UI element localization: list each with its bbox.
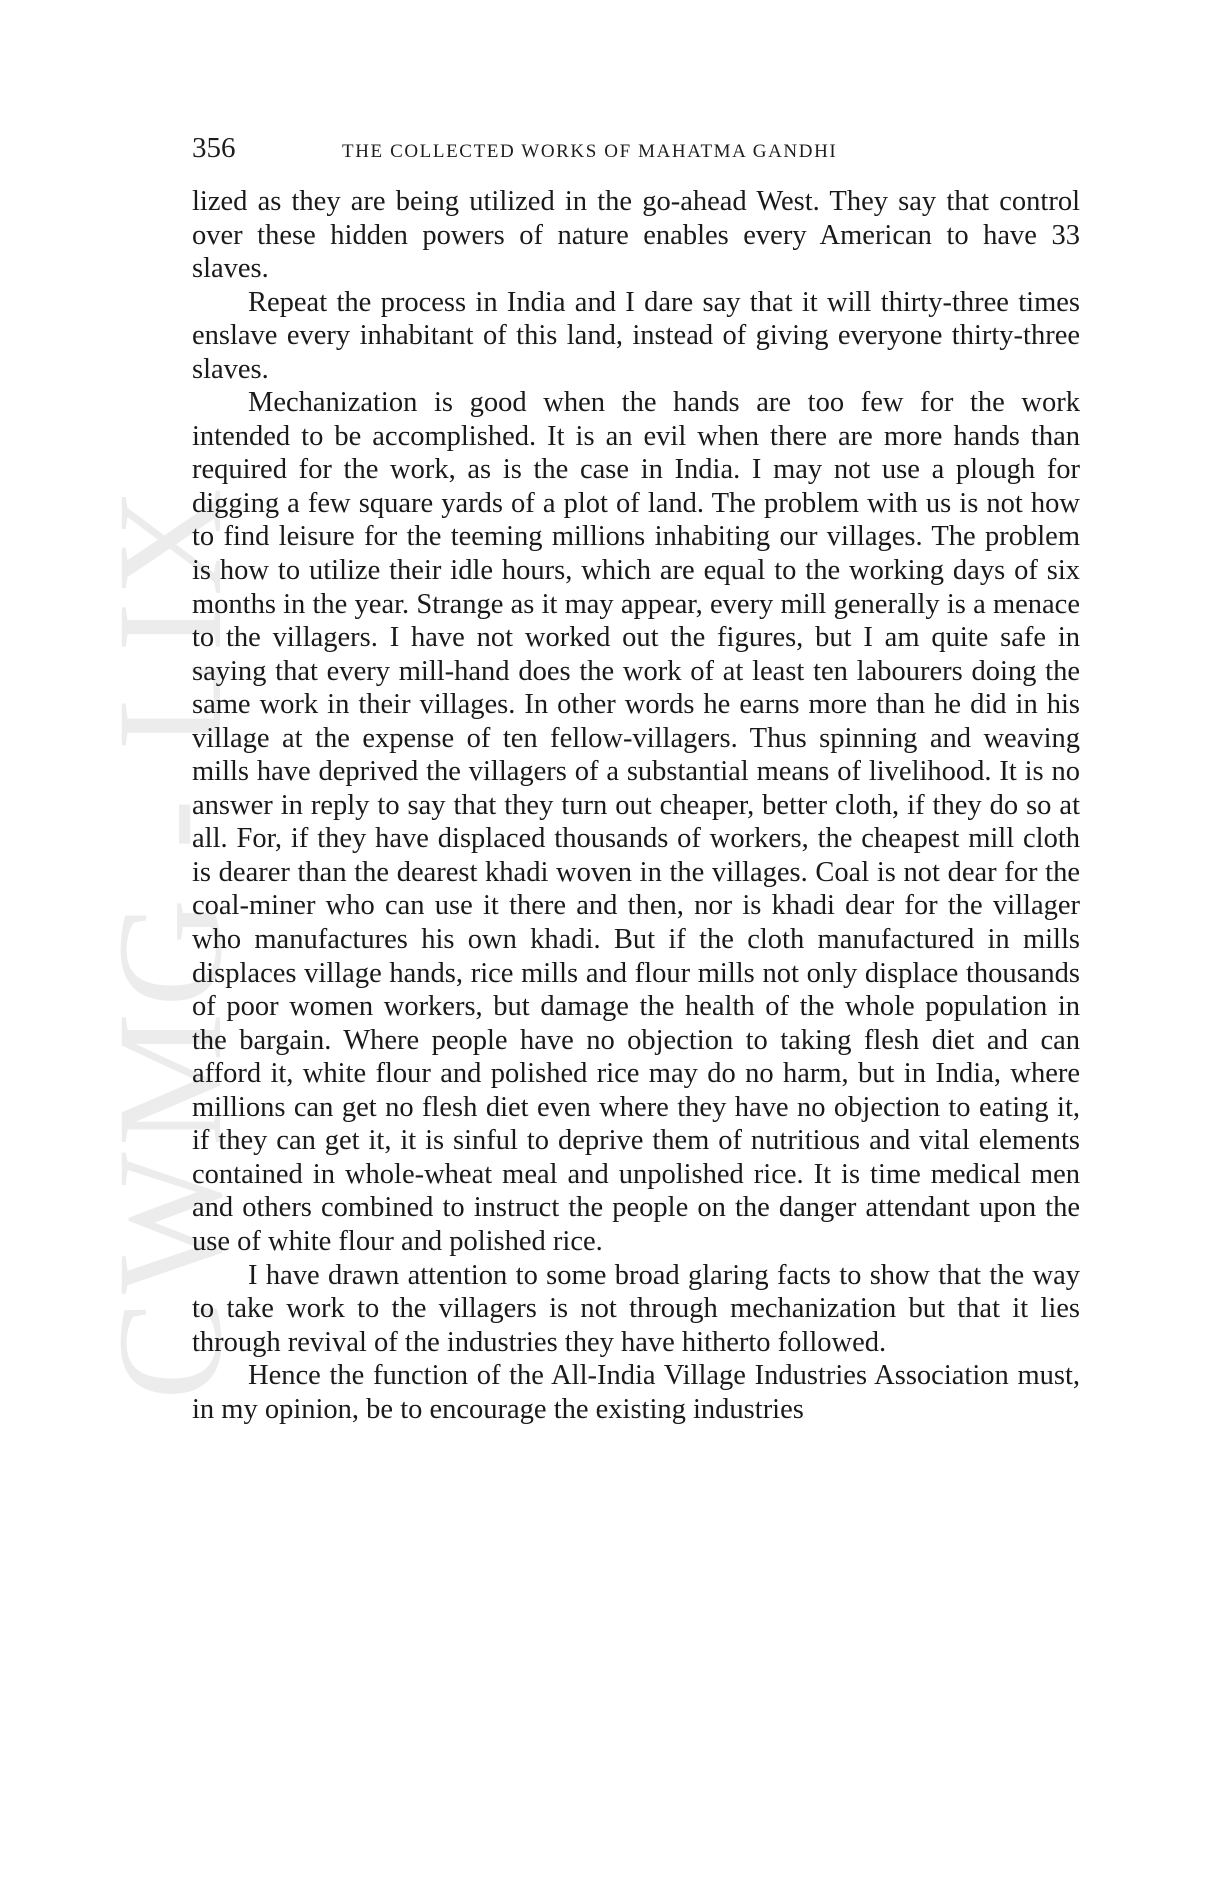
running-head [192,132,1080,165]
paragraph: Repeat the process in India and I dare say that it will thirty-three times enslave every inhabitant of this land, instead of giving everyone thirty-three slaves. [192,286,1080,385]
paragraph: Mechanization is good when the hands are too few for the work intended to be accomplished. It is an evil when there are more hands than required for the work, as is the case in India. I may not use a plough for digging a few square yards of a plot of land. The problem with us is not how to find leisure for the teeming millions inhabiting our villages. The problem is how to utilize their idle hours, which are equal to the working days of six months in the year. Strange as it may appear, every mill generally is a menace to the villagers. I have not worked out the figures, but I am quite safe in saying that every mill-hand does the work of at least ten labourers doing the same work in their villages. In other words he earns more than he did in his village at the expense of ten fellow-villagers. Thus spinning and weaving mills have deprived the villagers of a substantial means of livelihood. It is no answer in reply to say that they turn out cheaper, better cloth, if they do so at all. For, if they have displaced thousands of workers, the cheapest mill cloth is dearer than the dearest khadi woven in the villages. Coal is not dear for the coal-miner who can use it there and then, nor is khadi dear for the villager who manufactures his own khadi. But if the cloth manufactured in mills displaces village hands, rice mills and flour mills not only displace thousands of poor women workers, but damage the health of the whole population in the bargain. Where people have no objection to taking flesh diet and can afford it, white flour and polished rice may do no harm, but in India, where millions can get no flesh diet even where they have no objection to eating it, if they can get it, it is sinful to deprive them of nutritious and vital elements contained in whole-wheat meal and unpolished rice. It is time medical men and others combined to instruct the people on the danger attendant upon the use of white flour and polished rice. [192,387,1080,1257]
page-number: 356 [192,132,236,164]
watermark-text: CWMG - LIX [87,481,253,1400]
paragraph: Hence the function of the All-India Village Industries Association must, in my opinion, be to encourage the existing industries [192,1360,1080,1425]
paragraph: lized as they are being utilized in the go-ahead West. They say that control over these hidden powers of nature enables every American to have 33 slaves. [192,186,1080,285]
running-title: THE COLLECTED WORKS OF MAHATMA GANDHI [342,141,838,162]
body-text [192,185,1080,1426]
paragraph: I have drawn attention to some broad glaring facts to show that the way to take work to the villagers is not through mechanization but that it lies through revival of the industries they have hitherto followed. [192,1259,1080,1358]
